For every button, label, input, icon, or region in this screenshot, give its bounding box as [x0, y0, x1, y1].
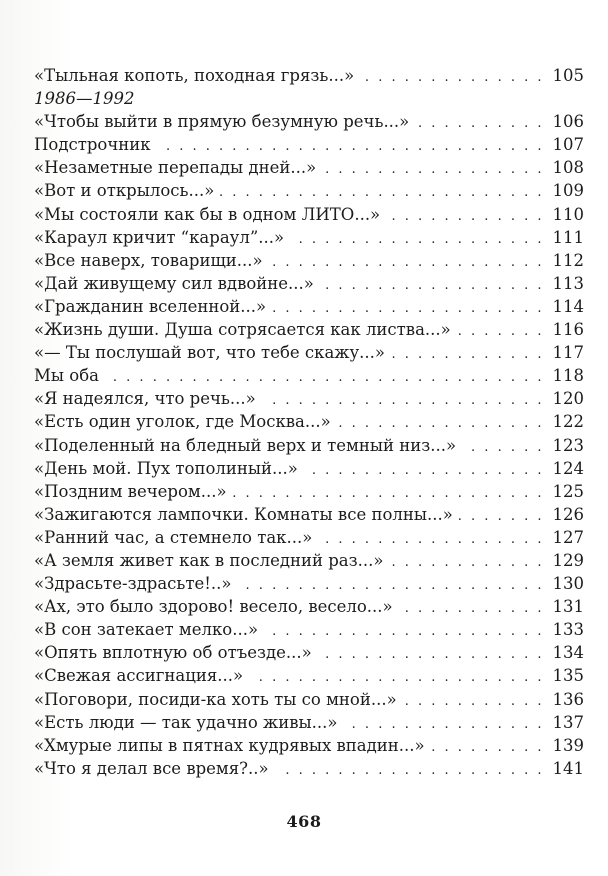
toc-entry-page: 139	[552, 735, 584, 755]
toc-entry-title: «Что я делал все время?..»	[34, 758, 269, 778]
dot-leader	[318, 643, 544, 666]
toc-entry-page: 117	[552, 343, 584, 363]
toc-entry	[34, 295, 584, 318]
toc-entry-page: 111	[552, 227, 584, 247]
toc-entry-page: 108	[552, 158, 584, 178]
toc-entry	[34, 734, 584, 757]
dot-leader	[105, 366, 544, 389]
toc-entry	[34, 480, 584, 503]
toc-entry-page: 136	[552, 689, 584, 709]
toc-entry-title: Подстрочник	[34, 135, 151, 155]
toc-entry-page: 130	[552, 574, 584, 594]
toc-entry-title: «Есть один уголок, где Москва...»	[34, 412, 331, 432]
dot-leader	[318, 528, 544, 551]
toc-entry-title: «— Ты послушай вот, что тебе скажу...»	[34, 343, 386, 363]
toc-entry	[34, 526, 584, 549]
toc-entry-title: «Свежая ассигнация...»	[34, 666, 244, 686]
toc-entry-page: 112	[552, 250, 584, 270]
dot-leader	[249, 666, 544, 689]
toc-entry-title: «Караул кричит “караул”...»	[34, 227, 285, 247]
toc-entry-page: 135	[552, 666, 584, 686]
dot-leader	[275, 759, 544, 782]
toc-entry-page: 116	[552, 320, 584, 340]
toc-entry-title: «Тыльная копоть, походная грязь...»	[34, 66, 355, 85]
toc-entry	[34, 179, 584, 202]
toc-entry	[34, 341, 584, 364]
toc-entry-page: 127	[552, 527, 584, 547]
toc-entry-title: «В сон затекает мелко...»	[34, 620, 259, 640]
toc-entry	[34, 688, 584, 711]
toc-entry	[34, 226, 584, 249]
toc-entry-title: «Опять вплотную об отъезде...»	[34, 643, 312, 663]
toc-entry-title: «Чтобы выйти в прямую безумную речь...»	[34, 112, 410, 132]
toc-entry-page: 110	[552, 204, 584, 224]
toc-entry-title: «День мой. Пух тополиный...»	[34, 458, 298, 478]
toc-entry	[34, 64, 584, 87]
toc-entry	[34, 410, 584, 433]
toc-entry-title: «Вот и открылось...»	[34, 181, 215, 201]
dot-leader	[343, 713, 544, 736]
toc-entry	[34, 572, 584, 595]
toc-entry	[34, 387, 584, 410]
toc-entry-page: 120	[552, 389, 584, 409]
dot-leader	[272, 297, 544, 320]
toc-entry-page: 114	[552, 296, 584, 316]
toc-entry-page: 123	[552, 435, 584, 455]
dot-leader	[389, 551, 544, 574]
toc-entry-title: Мы оба	[34, 366, 99, 386]
toc-entry	[34, 595, 584, 618]
toc-entry	[34, 503, 584, 526]
dot-leader	[290, 228, 544, 251]
dot-leader	[360, 66, 544, 89]
toc-entry-title: «Хмурые липы в пятнах кудрявых впадин...»	[34, 735, 425, 755]
toc-entry-title: «Дай живущему сил вдвойне...»	[34, 273, 314, 293]
toc-entry	[34, 110, 584, 133]
toc-entry-title: «Жизнь души. Душа сотрясается как листва...»	[34, 320, 451, 340]
dot-leader	[269, 251, 544, 274]
dot-leader	[233, 482, 544, 505]
dot-leader	[457, 320, 544, 343]
toc-entry-title: «Поговори, посиди-ка хоть ты со мной...»	[34, 689, 397, 709]
section-heading: 1986—1992	[34, 89, 135, 109]
toc-entry	[34, 364, 584, 387]
dot-leader	[220, 181, 544, 204]
toc-entry-title: «Все наверх, товарищи...»	[34, 250, 263, 270]
dot-leader	[459, 505, 544, 528]
toc-entry	[34, 757, 584, 780]
dot-leader	[264, 620, 544, 643]
toc-entry-title: «Мы состояли как бы в одном ЛИТО...»	[34, 204, 381, 224]
toc-entry-page: 141	[552, 758, 584, 778]
toc-entry-page: 137	[552, 712, 584, 732]
dot-leader	[304, 459, 544, 482]
toc-entry-title: «Незаметные перепады дней...»	[34, 158, 317, 178]
toc-entry-title: «А земля живет как в последний раз...»	[34, 550, 384, 570]
toc-entry-title: «Поделенный на бледный верх и темный низ...»	[34, 435, 457, 455]
toc-entry-title: «Ах, это было здорово! весело, весело...»	[34, 597, 393, 617]
toc-entry-title: «Я надеялся, что речь...»	[34, 389, 256, 409]
dot-leader	[157, 135, 544, 158]
toc-entry-page: 133	[552, 620, 584, 640]
toc-entry	[34, 549, 584, 572]
toc-entry-page: 118	[552, 366, 584, 386]
dot-leader	[462, 436, 544, 459]
toc-entry-title: «Ранний час, а стемнело так...»	[34, 527, 313, 547]
toc-entry-page: 124	[552, 458, 584, 478]
toc-entry	[34, 664, 584, 687]
toc-entry-page: 131	[552, 597, 584, 617]
toc-entry	[34, 133, 584, 156]
dot-leader	[391, 343, 544, 366]
dot-leader	[320, 274, 544, 297]
toc-entry-page: 134	[552, 643, 584, 663]
toc-entry	[34, 203, 584, 226]
toc-entry-page: 105	[552, 66, 584, 85]
dot-leader	[431, 736, 544, 759]
table-of-contents	[34, 64, 584, 780]
toc-entry-page: 126	[552, 504, 584, 524]
dot-leader	[415, 112, 544, 135]
toc-entry-title: «Гражданин вселенной...»	[34, 296, 267, 316]
toc-entry	[34, 249, 584, 272]
toc-entry	[34, 711, 584, 734]
toc-entry	[34, 457, 584, 480]
toc-entry	[34, 641, 584, 664]
dot-leader	[262, 389, 544, 412]
dot-leader	[399, 597, 544, 620]
toc-entry-page: 107	[552, 135, 584, 155]
toc-entry	[34, 272, 584, 295]
toc-entry	[34, 156, 584, 179]
toc-entry-title: «Зажигаются лампочки. Комнаты все полны...»	[34, 504, 453, 524]
toc-entry-page: 113	[552, 273, 584, 293]
toc-entry	[34, 618, 584, 641]
toc-entry-page: 106	[552, 112, 584, 132]
dot-leader	[322, 158, 544, 181]
toc-entry	[34, 318, 584, 341]
toc-entry-page: 122	[552, 412, 584, 432]
toc-entry-title: «Есть люди — так удачно живы...»	[34, 712, 338, 732]
dot-leader	[386, 205, 544, 228]
page-number: 468	[286, 812, 322, 831]
toc-entry-page: 129	[552, 550, 584, 570]
toc-entry-page: 125	[552, 481, 584, 501]
dot-leader	[238, 574, 544, 597]
dot-leader	[337, 412, 544, 435]
toc-entry-title: «Здрасьте-здрасьте!..»	[34, 574, 232, 594]
toc-entry-page: 109	[552, 181, 584, 201]
toc-entry	[34, 434, 584, 457]
dot-leader	[403, 690, 544, 713]
toc-entry-title: «Поздним вечером...»	[34, 481, 227, 501]
